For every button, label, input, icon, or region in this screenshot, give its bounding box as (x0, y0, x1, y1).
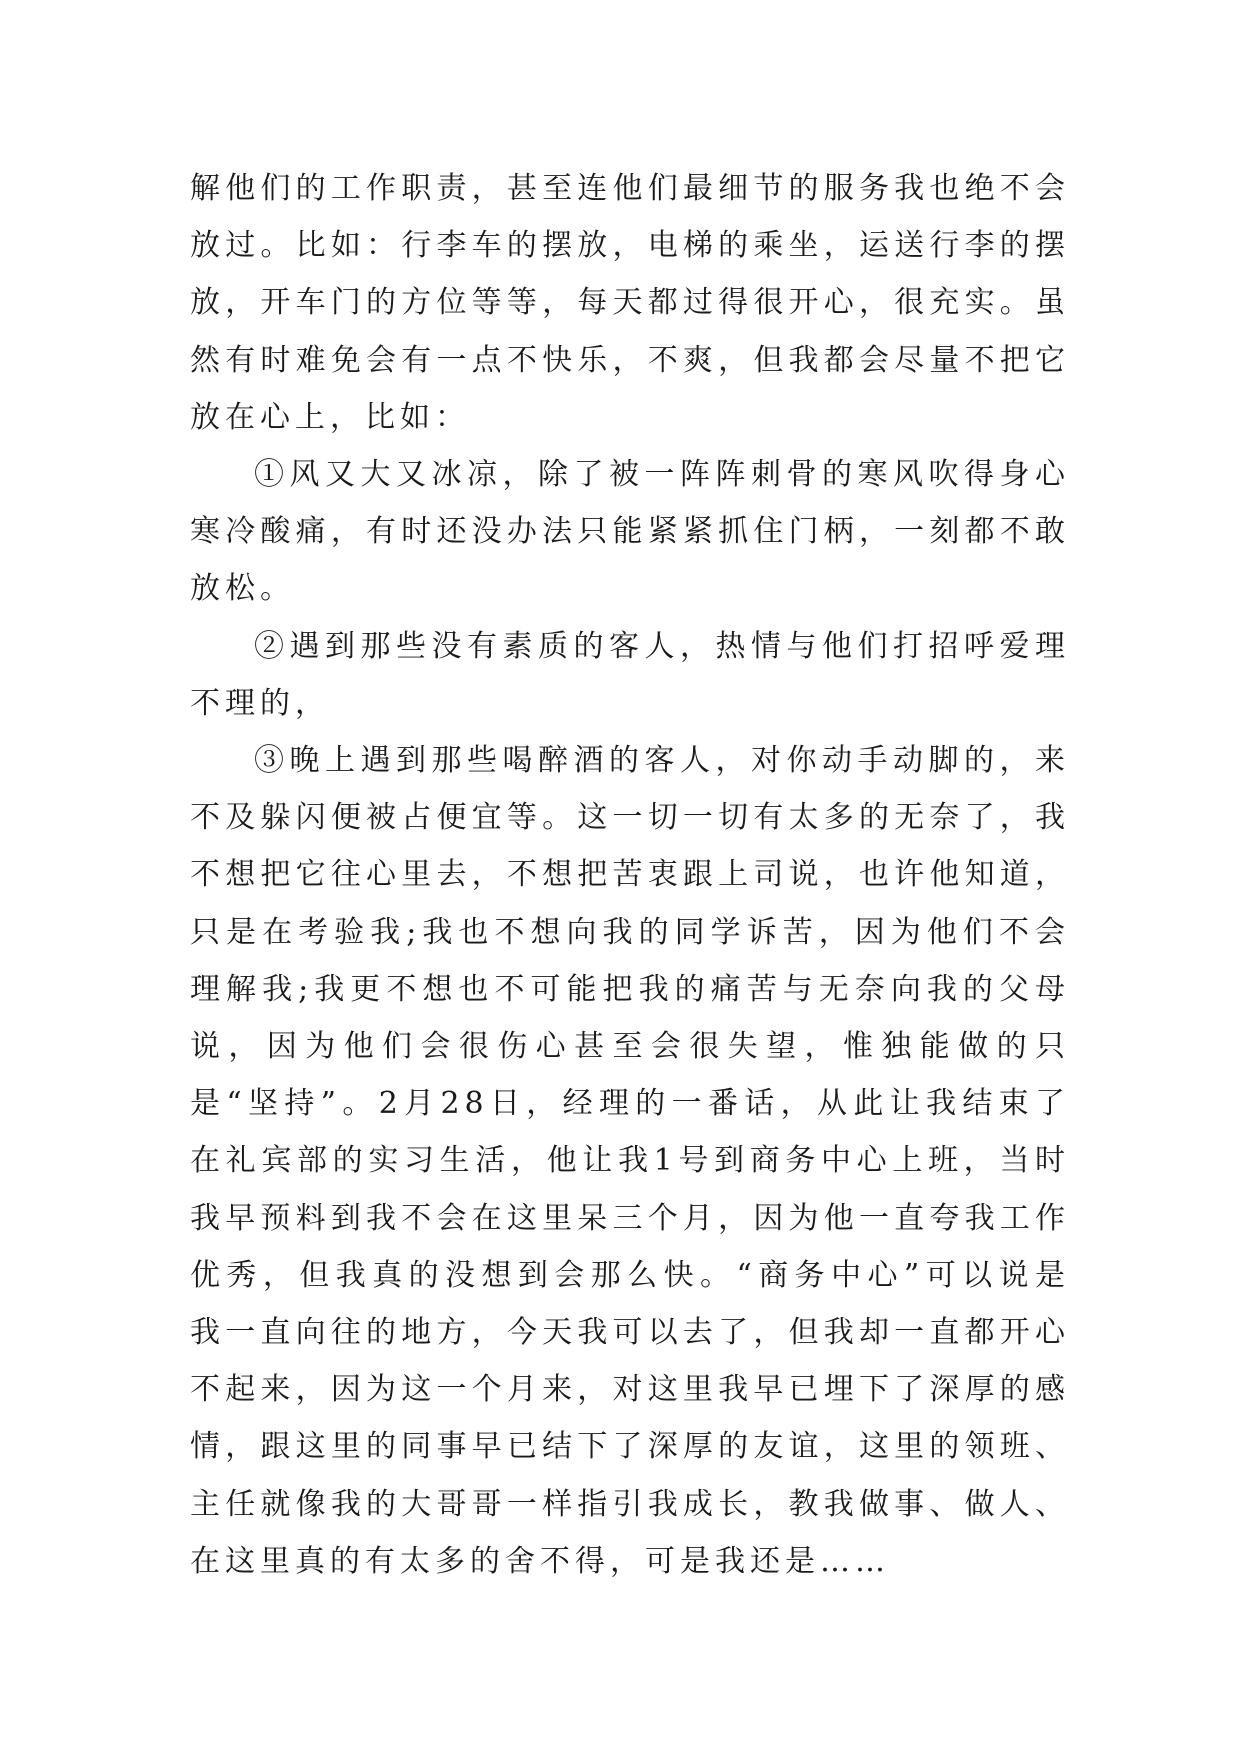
paragraph-item-3: ③晚上遇到那些喝醉酒的客人，对你动手动脚的，来不及躲闪便被占便宜等。这一切一切有太多的无奈了，我不想把它往心里去，不想把苦衷跟上司说，也许他知道，只是在考验我;我也不想向我的同学诉苦，因为他们不会理解我;我更不想也不可能把我的痛苦与无奈向我的父母说，因为他们会很伤心甚至会很失望，惟独能做的只是“坚持”。2月28日，经理的一番话，从此让我结束了在礼宾部的实习生活，他让我1号到商务中心上班，当时我早预料到我不会在这里呆三个月，因为他一直夸我工作优秀，但我真的没想到会那么快。“商务中心”可以说是我一直向往的地方，今天我可以去了，但我却一直都开心不起来，因为这一个月来，对这里我早已埋下了深厚的感情，跟这里的同事早已结下了深厚的友谊，这里的领班、主任就像我的大哥哥一样指引我成长，教我做事、做人、在这里真的有太多的舍不得，可是我还是…… (190, 743, 1070, 1579)
body-text (190, 160, 1070, 1590)
paragraph-item-2: ②遇到那些没有素质的客人，热情与他们打招呼爱理不理的， (190, 628, 1070, 721)
paragraph-continuation: 解他们的工作职责，甚至连他们最细节的服务我也绝不会放过。比如：行李车的摆放，电梯的乘坐，运送行李的摆放，开车门的方位等等，每天都过得很开心，很充实。虽然有时难免会有一点不快乐，不爽，但我都会尽量不把它放在心上，比如： (190, 171, 1070, 435)
paragraph-item-1: ①风又大又冰凉，除了被一阵阵刺骨的寒风吹得身心寒冷酸痛，有时还没办法只能紧紧抓住门柄，一刻都不敢放松。 (190, 457, 1070, 607)
